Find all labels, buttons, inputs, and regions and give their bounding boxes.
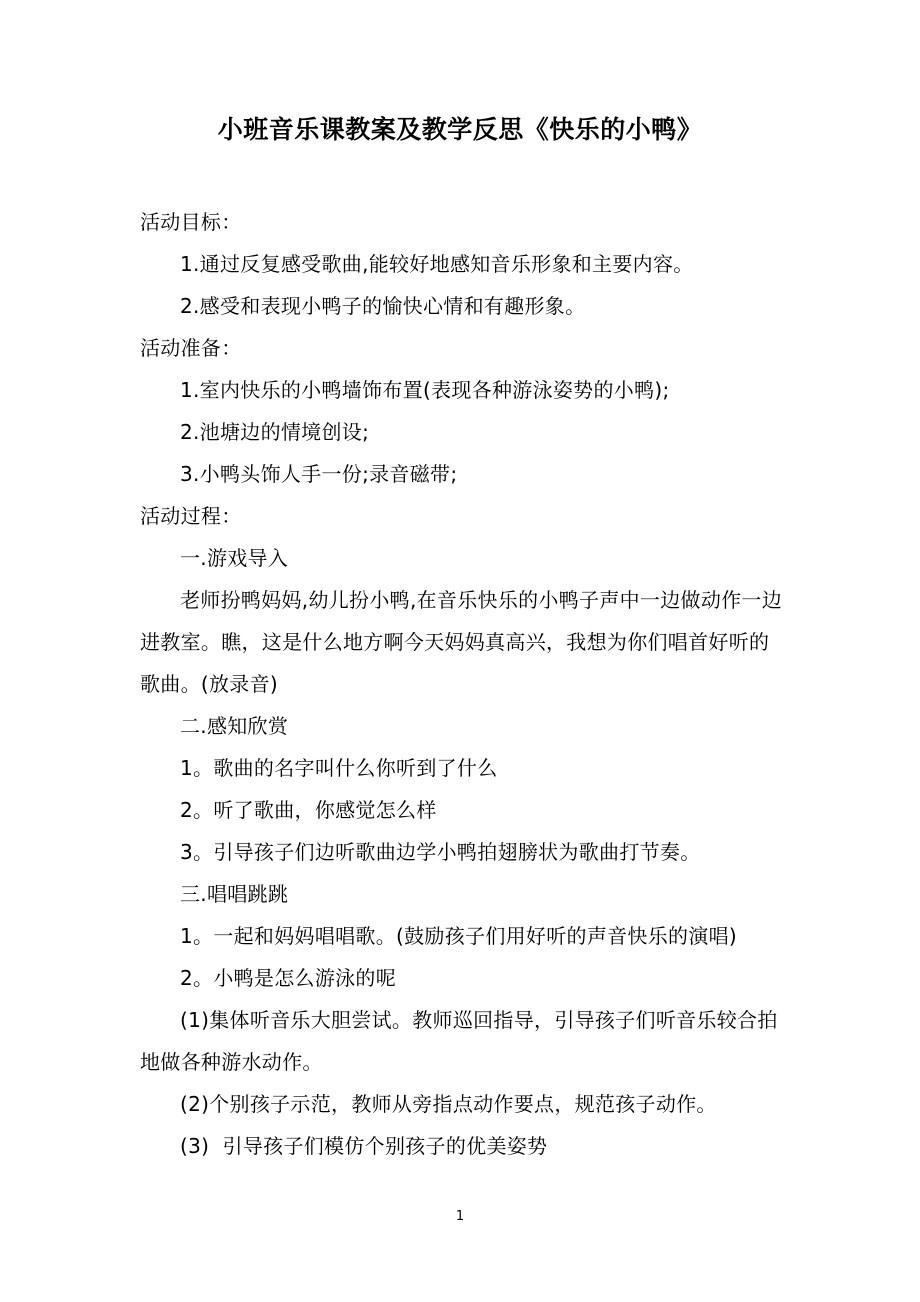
paragraph-step-1-body: 老师扮鸭妈妈,幼儿扮小鸭,在音乐快乐的小鸭子声中一边做动作一边进教室。瞧，这是什么地方啊今天妈妈真高兴，我想为你们唱首好听的歌曲。(放录音)	[140, 588, 783, 696]
document-body	[140, 201, 788, 1167]
paragraph-prep-3: 3.小鸭头饰人手一份;录音磁带;	[180, 462, 458, 486]
paragraph-step-2-item-1: 1。歌曲的名字叫什么你听到了什么	[180, 756, 498, 780]
document-title: 小班音乐课教案及教学反思《快乐的小鸭》	[217, 115, 703, 144]
paragraph-step-3-sub-2: (2)个别孩子示范，教师从旁指点动作要点，规范孩子动作。	[180, 1092, 717, 1116]
paragraph-prep-1: 1.室内快乐的小鸭墙饰布置(表现各种游泳姿势的小鸭);	[180, 378, 670, 402]
paragraph-step-2-item-2: 2。听了歌曲，你感觉怎么样	[180, 798, 437, 822]
section-heading-process: 活动过程：	[140, 504, 242, 528]
paragraph-step-2-item-3: 3。引导孩子们边听歌曲边学小鸭拍翅膀状为歌曲打节奏。	[180, 840, 701, 864]
paragraph-step-3-item-2: 2。小鸭是怎么游泳的呢	[180, 966, 397, 990]
paragraph-step-1-heading: 一.游戏导入	[180, 546, 289, 570]
paragraph-step-2-heading: 二.感知欣赏	[180, 714, 289, 738]
paragraph-step-3-sub-3: (3) 引导孩子们模仿个别孩子的优美姿势	[180, 1134, 548, 1158]
paragraph-prep-2: 2.池塘边的情境创设;	[180, 420, 370, 444]
page-number: 1	[455, 1209, 465, 1224]
section-heading-preparation: 活动准备：	[140, 336, 242, 360]
section-heading-goals: 活动目标：	[140, 210, 242, 234]
paragraph-goal-1: 1.通过反复感受歌曲,能较好地感知音乐形象和主要内容。	[180, 252, 694, 276]
paragraph-step-3-sub-1: (1)集体听音乐大胆尝试。教师巡回指导，引导孩子们听音乐较合拍地做各种游水动作。	[140, 1008, 778, 1074]
paragraph-goal-2: 2.感受和表现小鸭子的愉快心情和有趣形象。	[180, 294, 586, 318]
paragraph-step-3-item-1: 1。一起和妈妈唱唱歌。(鼓励孩子们用好听的声音快乐的演唱)	[180, 924, 738, 948]
paragraph-step-3-heading: 三.唱唱跳跳	[180, 882, 289, 906]
